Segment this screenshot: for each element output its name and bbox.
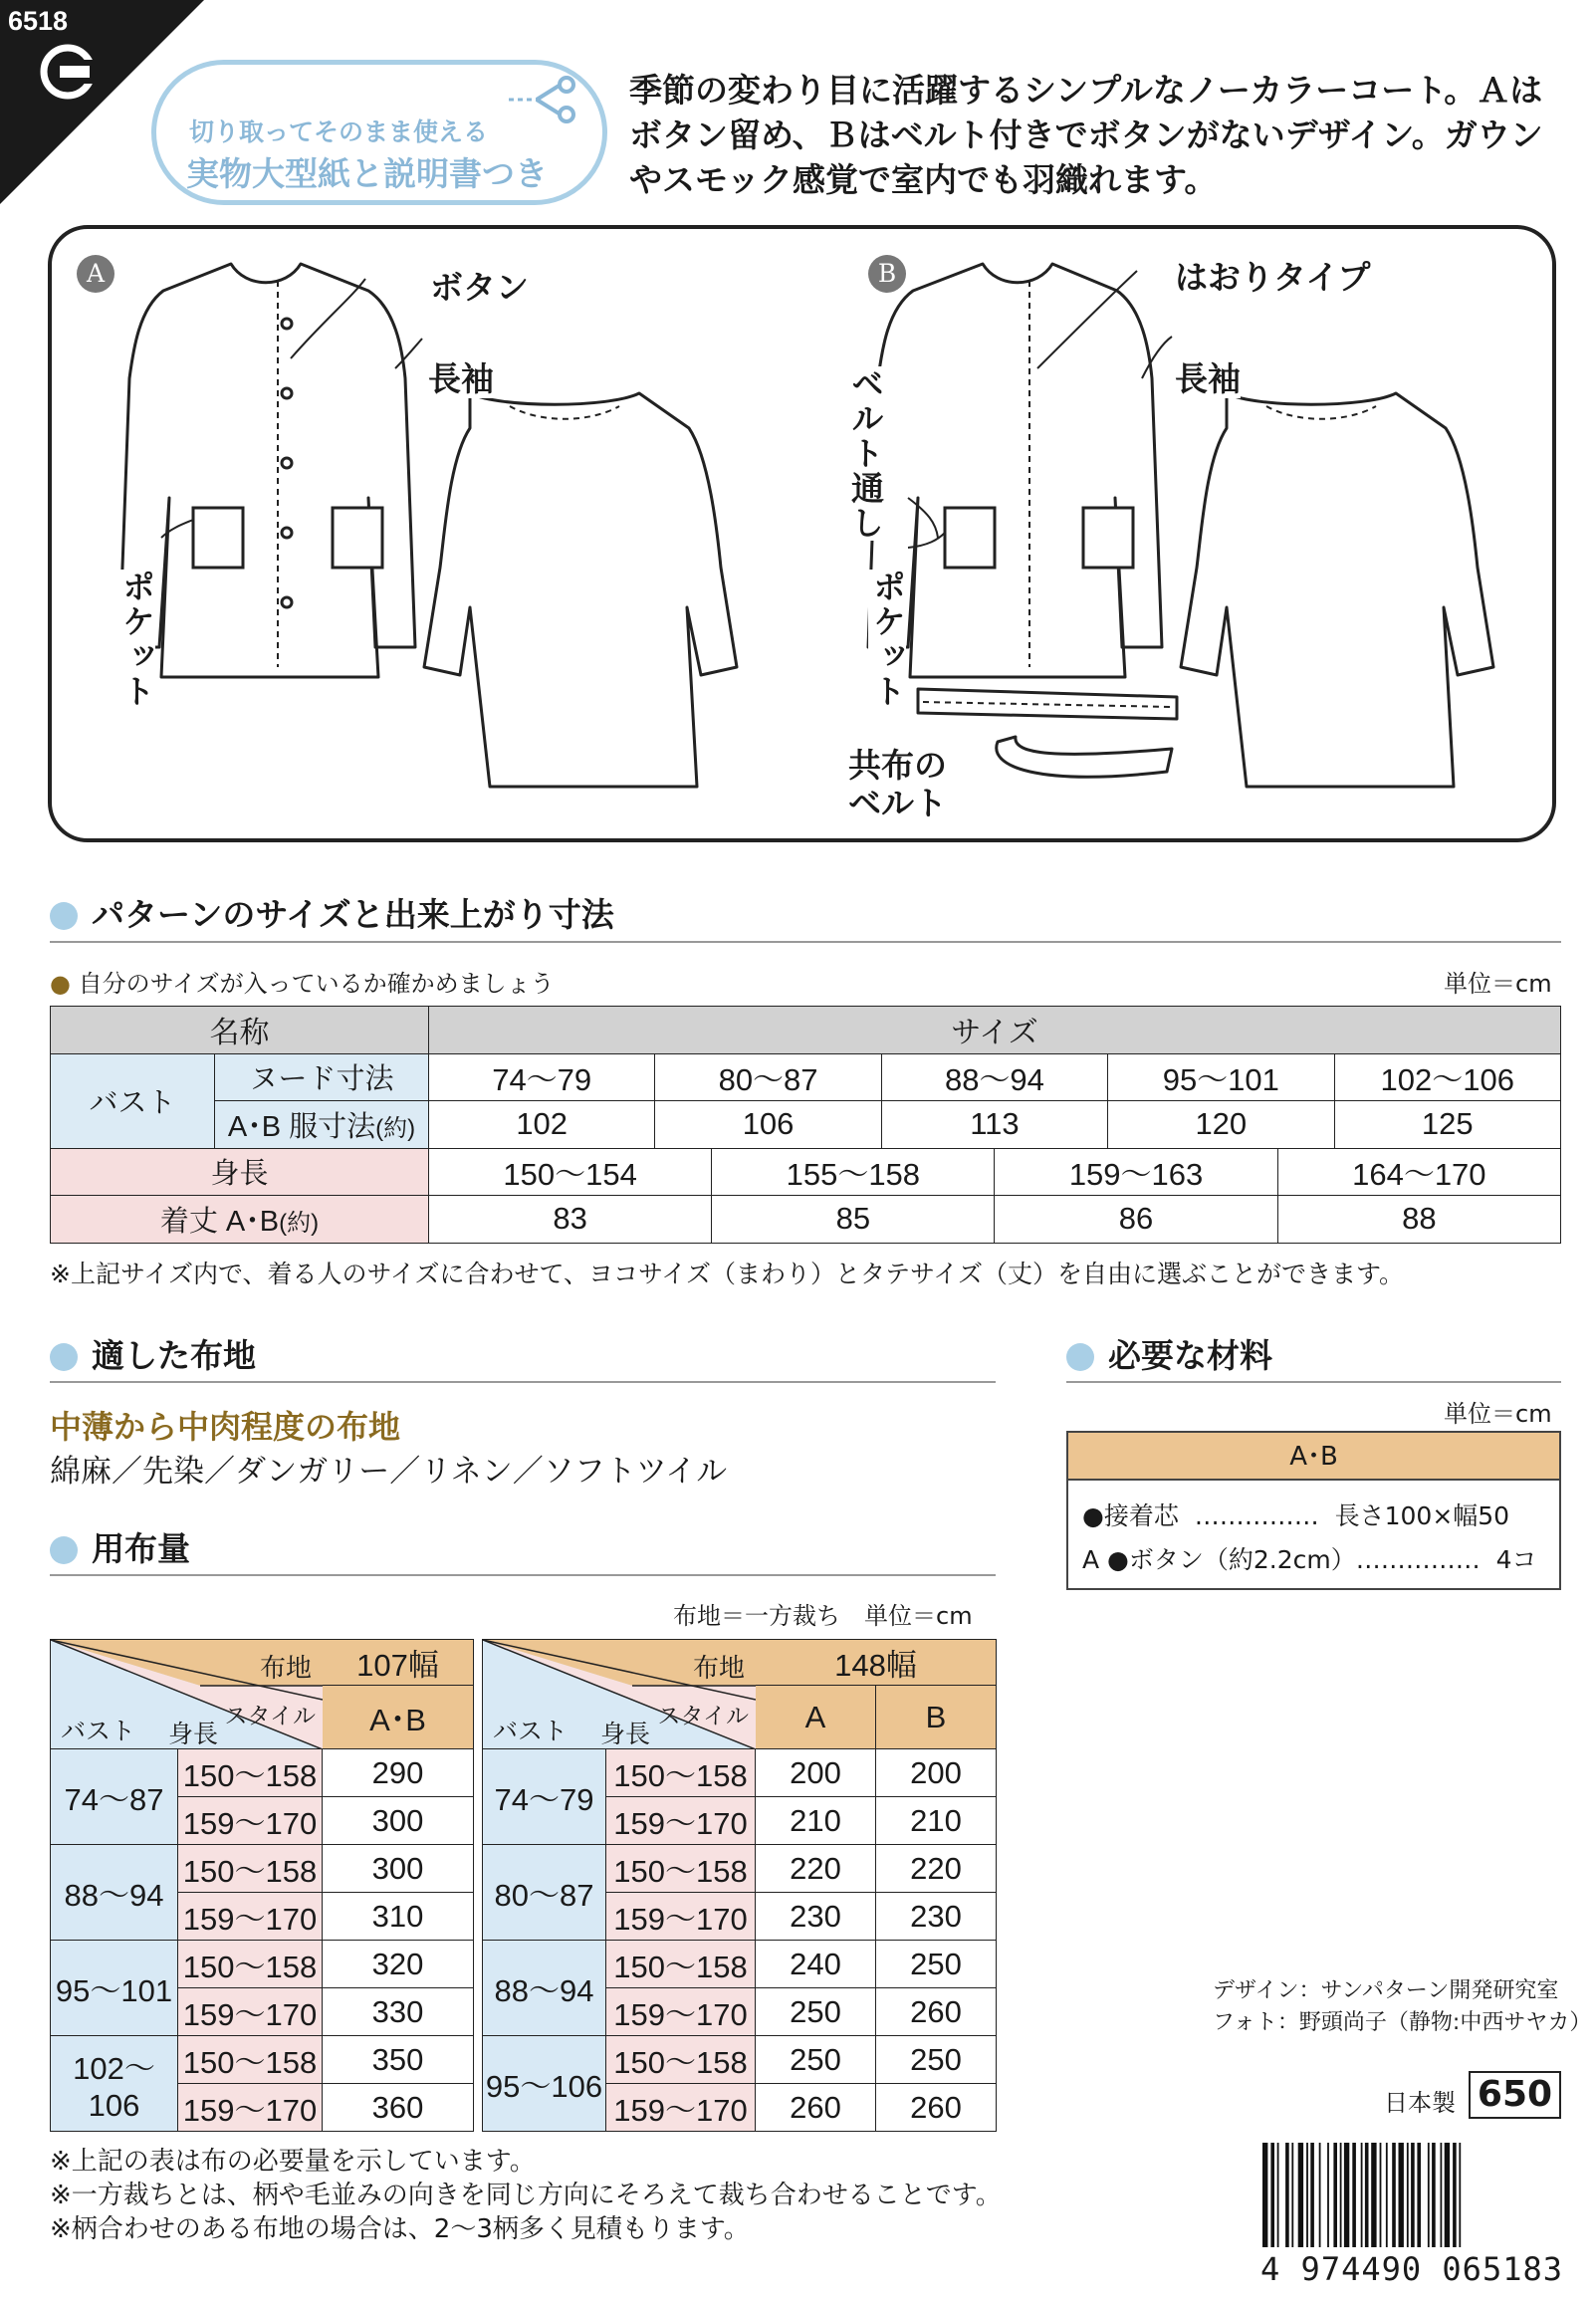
t1-bust: 88〜94: [51, 1845, 178, 1941]
b-type-label: はおりタイプ: [1175, 258, 1371, 297]
t2-height: 159〜170: [606, 1893, 756, 1941]
materials-box: [1066, 1431, 1561, 1590]
price-box: 650: [1469, 2071, 1561, 2119]
garment-size: 113: [881, 1101, 1107, 1149]
badge-line-2: 実物大型紙と説明書つき: [186, 154, 548, 193]
length-label: 着丈 A･B(約): [51, 1196, 429, 1244]
t2-value-a: 250: [756, 1988, 876, 2036]
t2-height: 150〜158: [606, 1749, 756, 1797]
t1-value: 290: [323, 1749, 474, 1797]
t2-value-b: 200: [876, 1749, 997, 1797]
illustration-panel: [48, 225, 1556, 842]
t2-value-b: 250: [876, 1941, 997, 1988]
t1-height: 159〜170: [178, 1893, 323, 1941]
garment-size: 106: [655, 1101, 881, 1149]
yardage-heading: 用布量: [50, 1523, 190, 1570]
size-unit: 単位＝cm: [1444, 970, 1552, 998]
yardage-table-148: [482, 1639, 997, 2132]
height-size: 155〜158: [712, 1148, 995, 1196]
t1-value: 300: [323, 1797, 474, 1845]
garment-illustrations: [52, 229, 1552, 838]
barcode-number: 4 974490 065183: [1260, 2250, 1563, 2288]
credit-design: デザイン：サンパターン開発研究室: [1213, 1978, 1559, 2003]
garment-size: 102: [429, 1101, 655, 1149]
materials-header: A･B: [1068, 1433, 1559, 1481]
t2-height: 159〜170: [606, 1988, 756, 2036]
t2-height: 150〜158: [606, 1941, 756, 1988]
length-size: 85: [712, 1196, 995, 1244]
materials-heading: 必要な材料: [1066, 1330, 1272, 1377]
bust-size: 80〜87: [655, 1053, 881, 1101]
made-in-japan: 日本製: [1384, 2089, 1456, 2117]
t2-height: 150〜158: [606, 1845, 756, 1893]
t2-value-b: 220: [876, 1845, 997, 1893]
t1-height: 150〜158: [178, 1749, 323, 1797]
yardage-note-2: ※一方裁ちとは、柄や毛並みの向きを同じ方向にそろえて裁ち合わせることです。: [50, 2181, 1002, 2210]
col-name: 名称: [51, 1007, 429, 1054]
size-table: [50, 1006, 1561, 1244]
length-size: 88: [1277, 1196, 1560, 1244]
bust-size: 95〜101: [1108, 1053, 1334, 1101]
bust-label: バスト: [51, 1053, 215, 1148]
scissors-icon: [507, 75, 578, 124]
t1-width: 107幅: [323, 1640, 474, 1686]
length-size: 83: [429, 1196, 712, 1244]
t1-height: 150〜158: [178, 2036, 323, 2084]
t2-value-a: 250: [756, 2036, 876, 2084]
material-interfacing: ●接着芯 …………… 長さ100×幅50: [1082, 1501, 1510, 1530]
style-a-mark: A: [77, 255, 114, 293]
fabric-sub: 中薄から中肉程度の布地: [50, 1408, 401, 1446]
t2-bust: 88〜94: [483, 1941, 606, 2036]
credit-photo: フォト：野頭尚子（静物:中西サヤカ）: [1213, 2010, 1592, 2035]
t1-value: 350: [323, 2036, 474, 2084]
table2-diagonal-header: 布地 スタイル 身長 バスト: [483, 1640, 756, 1749]
garment-size: 120: [1108, 1101, 1334, 1149]
a-pocket-label: ポケット: [117, 570, 156, 709]
t1-value: 360: [323, 2084, 474, 2132]
t2-height: 159〜170: [606, 1797, 756, 1845]
material-buttons: A ●ボタン（約2.2cm）…………… 4コ: [1082, 1545, 1537, 1574]
a-sleeve-label: 長袖: [428, 359, 494, 398]
length-size: 86: [995, 1196, 1277, 1244]
size-note: ● 自分のサイズが入っているか確かめましょう: [50, 970, 555, 998]
t2-value-b: 210: [876, 1797, 997, 1845]
t2-value-a: 220: [756, 1845, 876, 1893]
t2-col-b: B: [876, 1686, 997, 1749]
intro-text: 季節の変わり目に活躍するシンプルなノーカラーコート。Ａはボタン留め、Ｂはベルト付きでボタンがないデザイン。ガウンやスモック感覚で室内でも羽織れます。: [629, 71, 1543, 199]
t1-value: 310: [323, 1893, 474, 1941]
materials-unit: 単位＝cm: [1444, 1400, 1552, 1428]
style-b-mark: B: [868, 255, 906, 293]
garment-label: A･B 服寸法(約): [215, 1101, 429, 1149]
table1-diagonal-header: 布地 スタイル 身長 バスト: [51, 1640, 323, 1749]
size-footnote: ※上記サイズ内で、着る人のサイズに合わせて、ヨコサイズ（まわり）とタテサイズ（丈）を自由に選ぶことができます。: [50, 1260, 1404, 1288]
col-size: サイズ: [429, 1007, 1561, 1054]
height-label: 身長: [51, 1148, 429, 1196]
b-pocket-label: ポケット: [868, 570, 907, 709]
t2-value-a: 210: [756, 1797, 876, 1845]
t1-bust: 74〜87: [51, 1749, 178, 1845]
t2-value-a: 200: [756, 1749, 876, 1797]
t2-width: 148幅: [756, 1640, 997, 1686]
t2-col-a: A: [756, 1686, 876, 1749]
t2-value-b: 230: [876, 1893, 997, 1941]
yardage-table-107: [50, 1639, 474, 2132]
t2-value-a: 240: [756, 1941, 876, 1988]
t2-value-b: 260: [876, 2084, 997, 2132]
b-belt-loop-label: ベルト通し: [846, 366, 885, 541]
fabric-heading: 適した布地: [50, 1330, 256, 1377]
yardage-note-3: ※柄合わせのある布地の場合は、2〜3柄多く見積もります。: [50, 2214, 750, 2244]
yardage-note-1: ※上記の表は布の必要量を示しています。: [50, 2147, 536, 2177]
pattern-badge: [151, 60, 607, 205]
a-button-label: ボタン: [430, 268, 529, 307]
height-size: 164〜170: [1277, 1148, 1560, 1196]
garment-size: 125: [1334, 1101, 1561, 1149]
t2-bust: 74〜79: [483, 1749, 606, 1845]
fabric-list: 綿麻／先染／ダンガリー／リネン／ソフトツイル: [50, 1454, 728, 1490]
t1-value: 300: [323, 1845, 474, 1893]
t2-value-b: 260: [876, 1988, 997, 2036]
t1-col: A･B: [323, 1686, 474, 1749]
t2-height: 159〜170: [606, 2084, 756, 2132]
bust-size: 88〜94: [881, 1053, 1107, 1101]
t1-value: 330: [323, 1988, 474, 2036]
yardage-note: 布地＝一方裁ち 単位＝cm: [673, 1602, 973, 1630]
t2-bust: 80〜87: [483, 1845, 606, 1941]
size-heading: パターンのサイズと出来上がり寸法: [50, 889, 614, 936]
t1-value: 320: [323, 1941, 474, 1988]
badge-line-1: 切り取ってそのまま使える: [189, 117, 489, 146]
t2-bust: 95〜106: [483, 2036, 606, 2132]
bust-size: 102〜106: [1334, 1053, 1561, 1101]
nude-label: ヌード寸法: [215, 1053, 429, 1101]
bust-size: 74〜79: [429, 1053, 655, 1101]
height-size: 159〜163: [995, 1148, 1277, 1196]
t1-height: 159〜170: [178, 1988, 323, 2036]
t1-bust: 95〜101: [51, 1941, 178, 2036]
t2-value-a: 260: [756, 2084, 876, 2132]
t2-value-a: 230: [756, 1893, 876, 1941]
t1-height: 159〜170: [178, 2084, 323, 2132]
t1-height: 150〜158: [178, 1845, 323, 1893]
b-belt-label: 共布のベルト: [848, 746, 947, 822]
pattern-number: 6518: [8, 6, 69, 36]
t2-value-b: 250: [876, 2036, 997, 2084]
height-size: 150〜154: [429, 1148, 712, 1196]
t1-height: 150〜158: [178, 1941, 323, 1988]
t1-height: 159〜170: [178, 1797, 323, 1845]
t1-bust: 102〜106: [51, 2036, 178, 2132]
b-sleeve-label: 長袖: [1175, 359, 1241, 398]
t2-height: 150〜158: [606, 2036, 756, 2084]
barcode: [1262, 2143, 1561, 2252]
